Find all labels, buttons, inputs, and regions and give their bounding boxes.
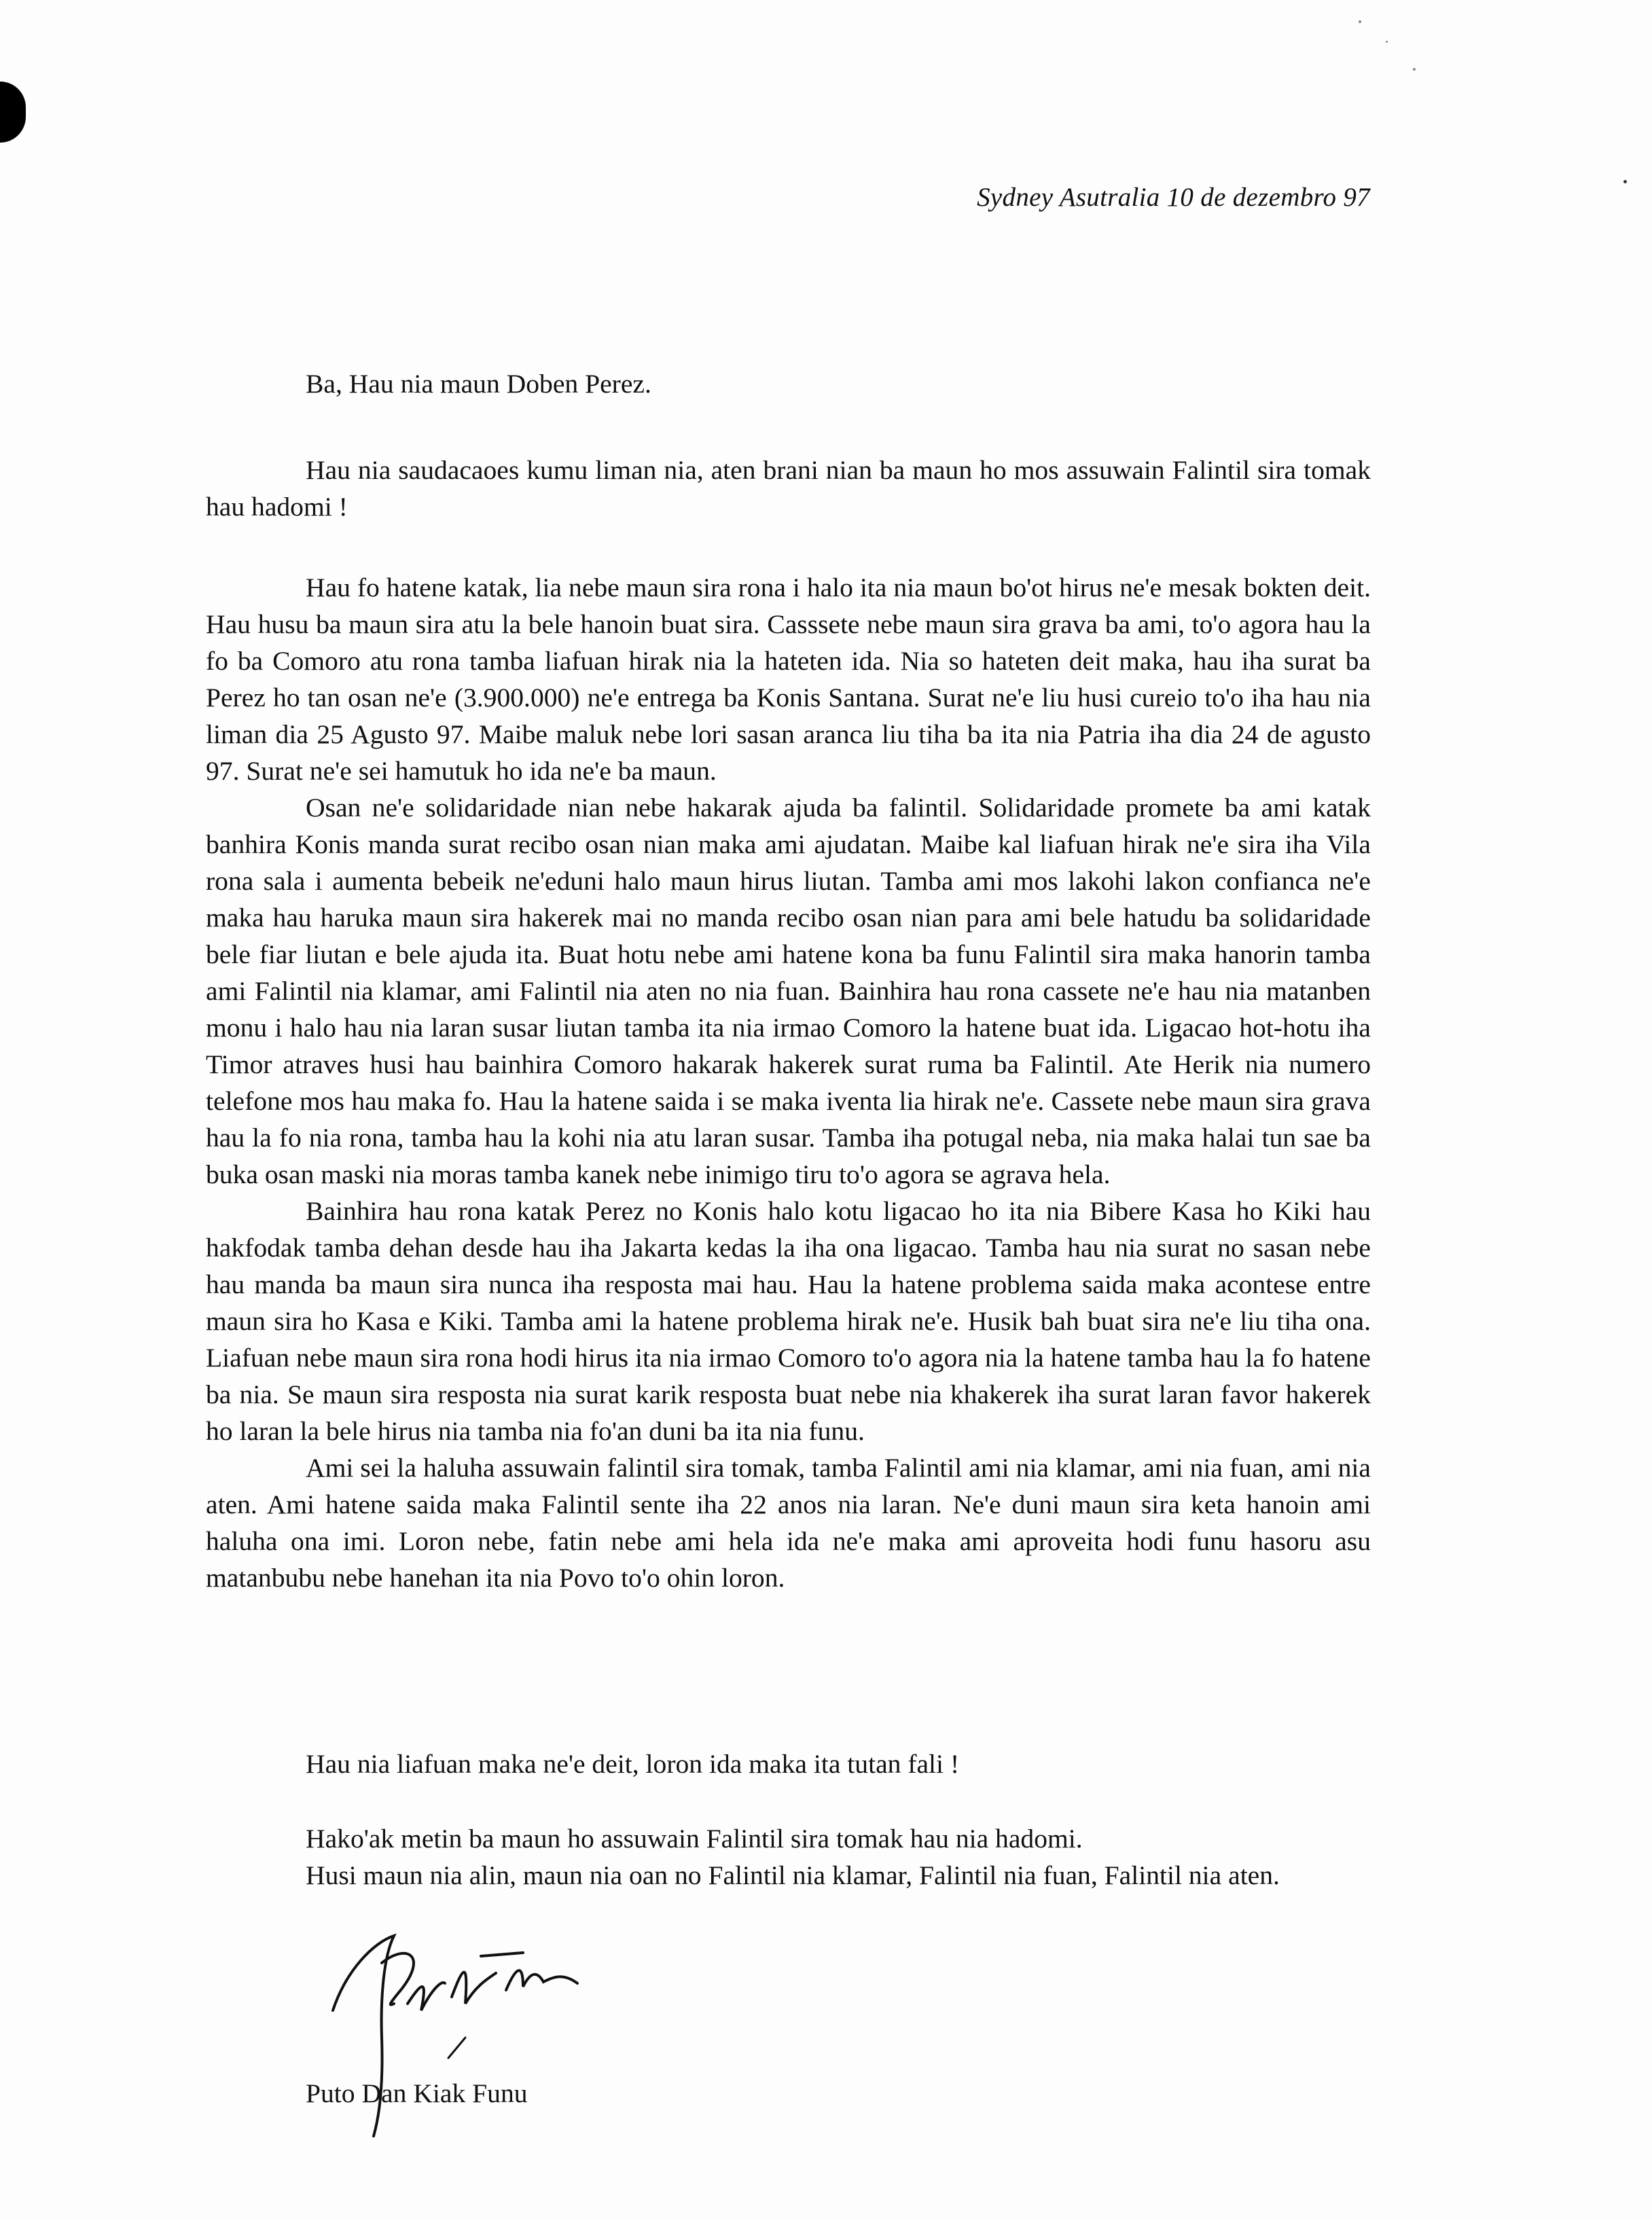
body-paragraph: Ami sei la haluha assuwain falintil sira tomak, tamba Falintil ami nia klamar, ami nia fuan, ami nia aten. Ami hatene saida maka Falintil sente iha 22 anos nia laran. Ne'e duni maun sira keta hanoin ami haluha ona imi. Loron nebe, fatin nebe ami hela ida ne'e maka ami aproveita hodi funu hasoru asu matanbubu nebe hanehan ita nia Povo to'o ohin loron.: [206, 1453, 1371, 1593]
letter-closing-line: Hau nia liafuan maka ne'e deit, loron ida maka ita tutan fali !: [306, 1749, 960, 1779]
farewell-line: Husi maun nia alin, maun nia oan no Falintil nia klamar, Falintil nia fuan, Falintil nia aten.: [306, 1860, 1280, 1890]
farewell-line: Hako'ak metin ba maun ho assuwain Falintil sira tomak hau nia hadomi.: [306, 1824, 1083, 1854]
paper-speck: [1413, 68, 1416, 71]
letter-dateline: Sydney Asutralia 10 de dezembro 97: [977, 183, 1370, 212]
letter-body-intro: [206, 452, 1371, 525]
paper-speck: [1359, 20, 1361, 23]
letter-greeting: Ba, Hau nia maun Doben Perez.: [306, 369, 651, 399]
body-paragraph: Hau nia saudacaoes kumu liman nia, aten brani nian ba maun ho mos assuwain Falintil sira tomak hau hadomi !: [206, 455, 1371, 522]
body-paragraph: Bainhira hau rona katak Perez no Konis halo kotu ligacao ho ita nia Bibere Kasa ho Kiki hau hakfodak tamba dehan desde hau iha Jakarta kedas la iha ona ligacao. Tamba hau nia surat no sasan nebe hau manda ba maun sira nunca iha resposta mai hau. Hau la hatene problema saida maka acontese entre maun sira ho Kasa e Kiki. Tamba ami la hatene problema hirak ne'e. Husik bah buat sira ne'e liu tiha ona. Liafuan nebe maun sira rona hodi hirus ita nia irmao Comoro to'o agora nia la hatene tamba hau la fo hatene ba nia. Se maun sira resposta nia surat karik resposta buat nebe nia khakerek iha surat laran favor hakerek ho laran la bele hirus nia tamba nia fo'an duni ba ita nia funu.: [206, 1196, 1371, 1446]
ink-blot-mark: [0, 82, 26, 143]
paper-speck: [1386, 41, 1388, 43]
signatory-name: Puto Dan Kiak Funu: [306, 2078, 528, 2108]
body-paragraph: Hau fo hatene katak, lia nebe maun sira rona i halo ita nia maun bo'ot hirus ne'e mesak bokten deit. Hau husu ba maun sira atu la bele hanoin buat sira. Casssete nebe maun sira grava ba ami, to'o agora hau la fo ba Comoro atu rona tamba liafuan hirak nia la hateten ida. Nia so hateten deit maka, hau iha surat ba Perez ho tan osan ne'e (3.900.000) ne'e entrega ba Konis Santana. Surat ne'e liu husi cureio to'o iha hau nia liman dia 25 Agusto 97. Maibe maluk nebe lori sasan aranca liu tiha ba ita nia Patria iha dia 24 de agusto 97. Surat ne'e sei hamutuk ho ida ne'e ba maun.: [206, 573, 1371, 786]
letter-body-main: [206, 569, 1371, 1596]
body-paragraph: Osan ne'e solidaridade nian nebe hakarak ajuda ba falintil. Solidaridade promete ba ami katak banhira Konis manda surat recibo osan nian maka ami ajudatan. Maibe kal liafuan hirak ne'e sira iha Vila rona sala i aumenta bebeik ne'eduni halo maun hirus liutan. Tamba ami mos lakohi lakon confianca ne'e maka hau haruka maun sira hakerek mai no manda recibo osan nian para ami bele hatudu ba solidaridade bele fiar liutan e bele ajuda ita. Buat hotu nebe ami hatene kona ba funu Falintil sira maka hanorin tamba ami Falintil nia klamar, ami Falintil nia aten no nia fuan. Bainhira hau rona cassete ne'e hau nia matanben monu i halo hau nia laran susar liutan tamba ita nia irmao Comoro la hatene buat ida. Ligacao hot-hotu iha Timor atraves husi hau bainhira Comoro hakarak hakerek surat ruma ba Falintil. Ate Herik nia numero telefone mos hau maka fo. Hau la hatene saida i se maka iventa lia hirak ne'e. Cassete nebe maun sira grava hau la fo nia rona, tamba hau la kohi nia atu laran susar. Tamba iha potugal neba, nia maka halai tun sae ba buka osan maski nia moras tamba kanek nebe inimigo tiru to'o agora se agrava hela.: [206, 793, 1371, 1189]
letter-farewell: [306, 1820, 1371, 1894]
paper-speck: [1623, 180, 1627, 183]
